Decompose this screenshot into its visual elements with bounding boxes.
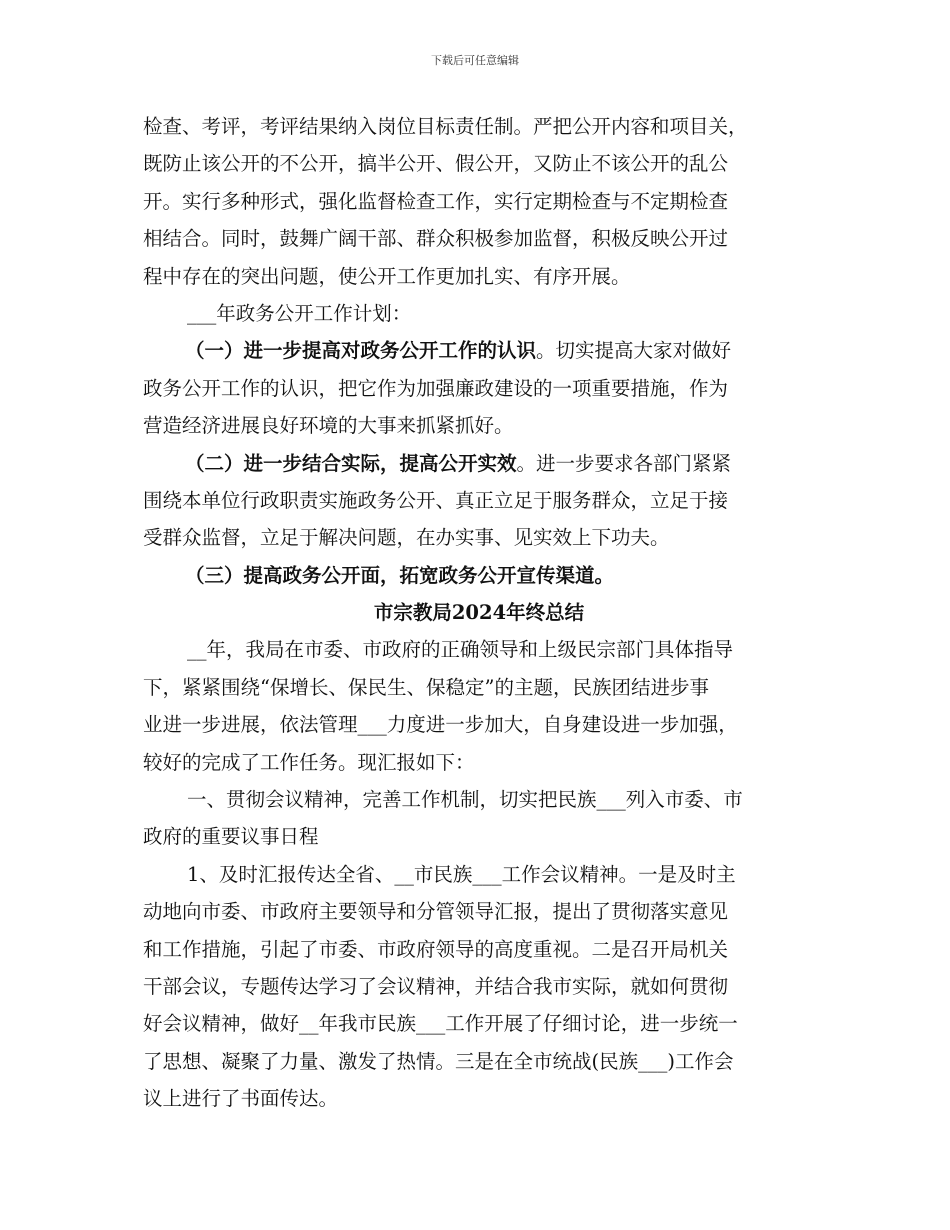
text-line: 1、及时汇报传达全省、__市民族___工作会议精神。一是及时主	[187, 862, 736, 886]
text-line: 开。实行多种形式，强化监督检查工作，实行定期检查与不定期检查	[143, 189, 729, 213]
text-line: 受群众监督，立足于解决问题，在办实事、见实效上下功夫。	[143, 526, 670, 550]
section-heading-1: （一）进一步提高对政务公开工作的认识	[185, 339, 537, 363]
text-line: 议上进行了书面传达。	[143, 1087, 339, 1111]
text-line: 和工作措施，引起了市委、市政府领导的高度重视。二是召开局机关	[143, 937, 729, 961]
document-body	[143, 108, 815, 1118]
section-heading-3: （三）提高政务公开面，拓宽政务公开宣传渠道。	[185, 563, 615, 587]
text-line: 营造经济进展良好环境的大事来抓紧抓好。	[143, 414, 514, 438]
text-line: 检查、考评，考评结果纳入岗位目标责任制。严把公开内容和项目关，	[143, 115, 748, 138]
text-line: 动地向市委、市政府主要领导和分管领导汇报，提出了贯彻落实意见	[143, 900, 729, 924]
page-header: 下载后可任意编辑	[431, 54, 519, 67]
text-line: 既防止该公开的不公开，搞半公开、假公开，又防止不该公开的乱公	[143, 152, 729, 176]
text-line: 较好的完成了工作任务。现汇报如下：	[143, 750, 475, 774]
text-line: 下，紧紧围绕“保增长、保民生、保稳定”的主题，民族团结进步事	[143, 675, 709, 699]
document-title: 市宗教局2024年终总结	[373, 601, 585, 625]
section-heading-2: （二）进一步结合实际，提高公开实效	[185, 451, 517, 475]
text-line: 围绕本单位行政职责实施政务公开、真正立足于服务群众，立足于接	[143, 488, 729, 512]
section-text: 。切实提高大家对做好	[536, 339, 732, 363]
text-line: 业进一步进展，依法管理___力度进一步加大，自身建设进一步加强，	[143, 713, 738, 737]
text-line: 一、贯彻会议精神，完善工作机制，切实把民族___列入市委、市	[187, 788, 743, 812]
text-line: 干部会议，专题传达学习了会议精神，并结合我市实际，就如何贯彻	[143, 974, 729, 998]
text-line: 相结合。同时，鼓舞广阔干部、群众积极参加监督，积极反映公开过	[143, 227, 729, 251]
text-line: 了思想、凝聚了力量、激发了热情。三是在全市统战(民族___)工作会	[143, 1049, 734, 1073]
text-line: 程中存在的突出问题，使公开工作更加扎实、有序开展。	[143, 264, 631, 288]
section-line	[143, 445, 815, 482]
section-line	[143, 332, 815, 369]
text-line: 好会议精神，做好__年我市民族___工作开展了仔细讨论，进一步统一	[143, 1012, 738, 1036]
section-text: 。进一步要求各部门紧紧	[516, 451, 732, 475]
text-line: ___年政务公开工作计划：	[187, 301, 412, 325]
text-line: __年，我局在市委、市政府的正确领导和上级民宗部门具体指导	[187, 638, 734, 662]
text-line: 政府的重要议事日程	[143, 825, 319, 849]
text-line: 政务公开工作的认识，把它作为加强廉政建设的一项重要措施，作为	[143, 376, 729, 400]
